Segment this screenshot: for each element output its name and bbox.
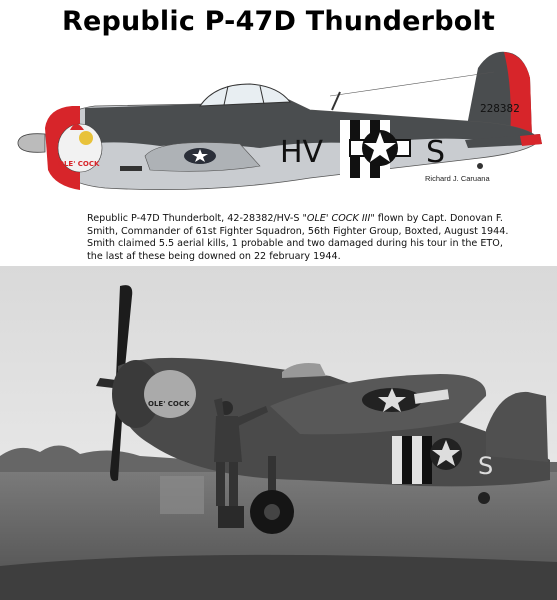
canopy	[200, 84, 290, 106]
caption-part-2: flown by Capt. Donovan F. Smith, Commander of 61st Fighter Squadron, 56th Fighter Group, Boxted, August 1944. Smith claimed 5.5 aerial kills, 1 probable and two damaged during his tour in the ETO, the last af these being downed on 22 february 1944.	[87, 213, 509, 262]
caption-aircraft-name: "OLE' COCK III"	[302, 213, 375, 224]
photo-nose-art	[144, 370, 196, 418]
artist-credit: Richard J. Caruana	[425, 174, 490, 183]
code-letters-right: S	[426, 135, 446, 170]
antenna-mast	[332, 92, 340, 110]
code-letters-left: HV	[280, 135, 324, 170]
tail-serial: 228382	[480, 102, 520, 115]
nose-art-text: OLE' COCK	[58, 160, 100, 168]
historical-photograph	[0, 266, 557, 600]
photo-nose-art-text: OLE' COCK	[148, 400, 190, 408]
page-title: Republic P-47D Thunderbolt	[61, 6, 496, 37]
caption-text	[87, 213, 517, 263]
antenna-wire	[330, 72, 494, 96]
propeller-spinner	[18, 134, 45, 153]
caption-part-1: Republic P-47D Thunderbolt, 42-28382/HV-S	[87, 213, 303, 224]
photo-code-letter: S	[478, 452, 494, 480]
